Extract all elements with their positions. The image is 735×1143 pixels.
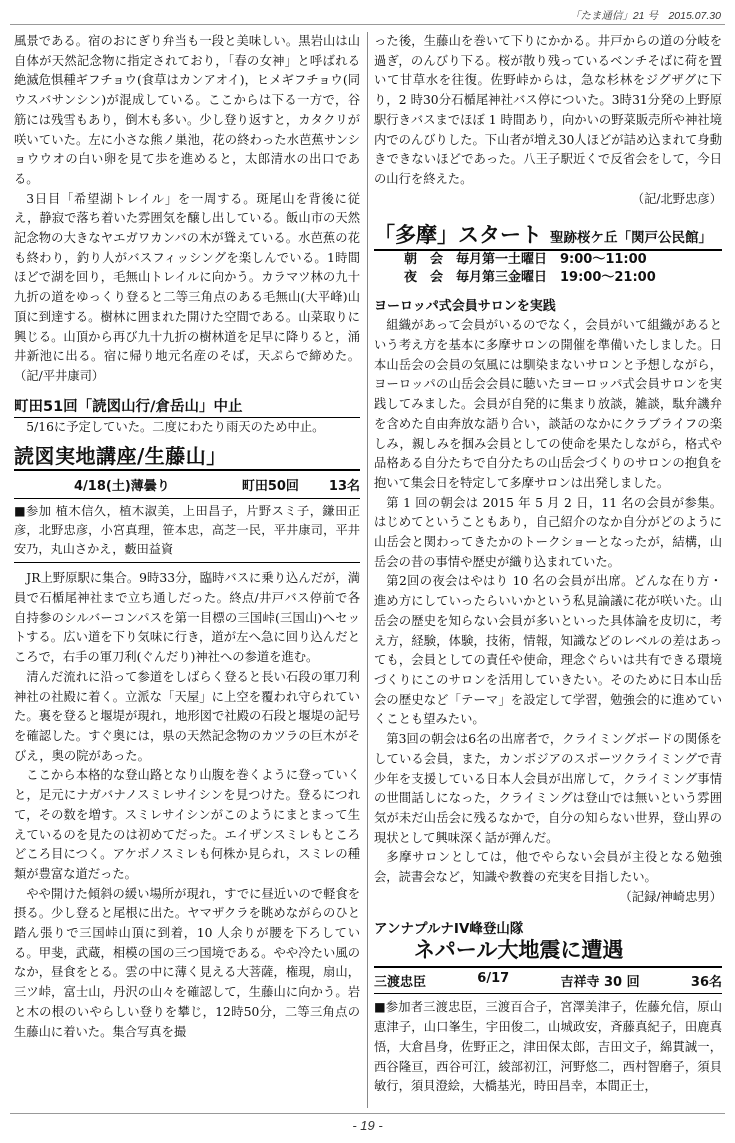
schedule-morning: 朝 会 毎月第一土曜日 9:00～11:00 <box>404 252 647 268</box>
course-date: 4/18(土)薄曇り <box>74 479 170 495</box>
salon-signature: （記録/神崎忠男） <box>619 889 722 904</box>
salon-paragraph-1: 組織があって会員がいるのでなく，会員がいて組織があるという考え方を基本に多摩サロンの開催を準備いたしました。日本山岳会の会員の気風には馴染まないサロンと予想しながら，ヨーロッパの山岳会会員に聴いたヨーロッパ式会員サロンを実践してみました。会員が自発的に集まり放談，雑談，駄弁譏弁を含めた自由奔放な語り合い，談話のなかにクラブライフの楽しみ，親しみを掴み会員としての使命を果たしながら，格式や品格ある自分たちで自分たちの山岳会づくりのサロンの抱負を抱いて集会日を特定して多摩サロンは出発しました。 <box>374 318 722 490</box>
annapurna-leader: 三渡忠臣 <box>374 975 427 991</box>
day3-paragraph: 3日目「希望湖トレイル」を一周する。斑尾山を背後に従え，静寂で落ち着いた雰囲気を醸し出している。飯山市の天然記念物の大きなヤエガワカンバの木が聳えている。水芭蕉の花も終わり，釣り人がバスフィッシングを楽しんでいる。1時間ほどで湖を回り，毛無山トレイルに向かう。カラマツ林の九十九折の道をゆっくり登ると二等三角点のある毛無山(大平峰)山頂に到達する。樹林に囲まれた開けた空間である。山菜取りに興じる。山頂から再び九十九折の樹林道を足早に降りると，涌井新池に出る。宿に帰り地元名産のそば，天ぷらで締めた。（記/平井康司） <box>14 191 360 383</box>
participants-box <box>14 498 360 563</box>
report-paragraph-4: やや開けた傾斜の緩い場所が現れ，すでに昼近いので軽食を摂る。少し登ると尾根に出た。ヤマザクラを眺めながらのひと踏ん張りで三国峠山頂に到着，10 人余りが腰を下ろしている。甲斐，武蔵，相模の国の三つ国境である。やや冷たい風のなか，昼食をとる。雲の中に薄く見える大菩薩，権現，扇山，三ツ峠，富士山，丹沢の山々を確認して，生藤山に向かう。岩と木の根のいやらしい登りを攀じ，12時50分，二等三角点の生藤山に着いた。集合写真を撮 <box>14 886 360 1039</box>
course-meta <box>14 475 360 494</box>
cancel-heading: 町田51回「読図山行/倉岳山」中止 <box>14 395 360 418</box>
tama-venue: 聖跡桜ケ丘「関戸公民館」 <box>550 230 712 247</box>
course-title: 読図実地講座/生藤山」 <box>14 443 360 471</box>
annapurna-meta <box>374 966 722 994</box>
column-divider <box>367 32 368 1108</box>
right-column <box>374 32 722 1110</box>
participants-list: ■参加 植木信久，植木淑美，上田昌子，片野スミ子，鎌田正彦，北野忠彦，小宮真理，笹本忠，高芝一民，平井康司，平井安乃，丸山さかえ，藪田益資 <box>14 504 360 557</box>
intro-paragraph: 風景である。宿のおにぎり弁当も一段と美味しい。黒岩山は山自体が天然記念物に指定されており，「春の女神」と呼ばれる絶滅危惧種ギフチョウ(食草はカンアオイ)，ヒメギフチョウ(同ウスバサンシン)が混成している。ここからは下る一方で，谷筋には残雪もあり，倒木も多い。少し登り返すと，カタクリが咲いていた。左に小さな熊ノ巣池，花の終わった水芭蕉サンショウウオの白い卵を見て歩を進めると，太郎清水の出口である。 <box>14 34 360 186</box>
course-count: 13名 <box>328 479 360 495</box>
annapurna-heading-line2: ネパール大地震に遭遇 <box>414 938 624 963</box>
report-paragraph-2: 清んだ流れに沿って参道をしばらく登ると長い石段の軍刀利神社の社殿に着く。立派な「天屋」に上空を覆われ守られていた。裏を登ると堰堤が現れ，地形図で社殿の石段と堰堤の記号を確認した。すぐ奥には，県の天然記念物のカツラの巨木がそびえ，奥の院があった。 <box>14 669 360 763</box>
salon-paragraph-4: 第3回の朝会は6名の出席者で，クライミングボードの関係をしている会員，また，カンボジアのスポーツクライミングで青少年を支援している日本人会員が出席して，クライミング事情の世間話しになった，クライミングは登山では無いという雰囲気が未だ山岳会に残るなかで，自分の知らない世界，登山界の現状として興味深く話が弾んだ。 <box>374 732 722 845</box>
cancel-text: 5/16に予定していた。二度にわたり雨天のため中止。 <box>26 419 325 434</box>
footer-rule <box>10 1113 725 1114</box>
salon-heading: ヨーロッパ式会員サロンを実践 <box>374 299 556 315</box>
tama-title: 「多摩」スタート <box>374 223 542 248</box>
report-paragraph-1: JR上野原駅に集合。9時33分，臨時バスに乗り込んだが，満員で石楯尾神社まで立ち通しだった。終点/井戸バス停前で各自持参のシルバーコンパスを第一目標の三国峠(三国山)へセットする。広い道を下り気味に行き，道が左へ急に回り込んだところで，右手の軍刀利(ぐんだり)神社への参道を進む。 <box>14 571 360 665</box>
course-id: 町田50回 <box>241 479 299 495</box>
left-column <box>14 32 360 1110</box>
header-rule <box>10 24 725 25</box>
tama-heading <box>374 219 722 251</box>
annapurna-heading-line1: アンナプルナIV峰登山隊 <box>374 921 524 938</box>
salon-paragraph-2: 第 1 回の朝会は 2015 年 5 月 2 日，11 名の会員が参集。はじめてということもあり，自己紹介のなか自分がどのように山岳会と関わってきたかのトークショーとなったが，結構，山岳会の昔の事情や歴史が織り込まれていた。 <box>374 495 722 569</box>
page-number: - 19 - <box>352 1118 383 1133</box>
salon-paragraph-3: 第2回の夜会はやはり 10 名の会員が出席。どんな在り方・進め方にしていったらいいかという私見論議に花が咲いた。山岳会の歴史を知らない会員が多いといった具体論を皮切に，考え方，経験，体験，技術，情報，知識などのレベルの差はあっても，会員としての責任や使命，理念ぐらいは共有できる環境づくりにこのサロンを活用していきたい。そのために日本山岳会の歴史など「テーマ」を設定して学習，勉強会的に進めていくことも望みたい。 <box>374 574 722 727</box>
report-paragraph-3: ここから本格的な登山路となり山腹を巻くように登っていくと，足元にナガバナノスミレサイシンを見つけた。登るにつれて，その数を増す。スミレサイシンがこのようにまとまって生えているのを見たのは初めてだった。エイザンスミレもところどころ目につく。アケボノスミレも何株か見られ，スミレの種類が豊富な道だった。 <box>14 768 360 881</box>
schedule-night: 夜 会 毎月第三金曜日 19:00～21:00 <box>404 270 656 286</box>
continued-paragraph: った後，生藤山を巻いて下りにかかる。井戸からの道の分岐を過ぎ，のんびり下る。桜が散り残っているベンチそばに荷を置いて甘草水を往復。佐野峠からは，急な杉林をジグザグに下り，2 時30分石楯尾神社バス停についた。3時31分発の上野原駅行きバスまでほぼ 1 時間あり，向かいの野菜販売所や神社境内でのんびりした。下山者が増え30人ほどが詰め込まれて身動きできないほどであった。八王子駅近くで反省会をして，今日の山行を終えた。 <box>374 34 722 186</box>
page-header: 「たま通信」21 号 2015.07.30 <box>569 10 721 22</box>
annapurna-place: 吉祥寺 30 回 <box>560 975 640 991</box>
annapurna-participants: ■参加者三渡忠臣，三渡百合子，宮澤美津子，佐藤允信，原山恵津子，山口峯生，宇田俊二，山城政安，斉藤真紀子，田鹿真悟，大倉昌身，佐野正之，津田保太郎，吉田文子，綿貫誠一，西谷隆亘，西谷可江，綾部初江，河野悠二，西村智磨子，須貝敏行，須貝澄絵，大橋基光，時田昌幸，本間正士， <box>374 1000 722 1094</box>
annapurna-count: 36名 <box>690 975 722 991</box>
salon-paragraph-5: 多摩サロンとしては，他でやらない会員が主役となる勉強会，読書会など，知識や教養の充実を目指したい。 <box>374 850 722 885</box>
continued-signature: （記/北野忠彦） <box>631 191 722 206</box>
annapurna-date: 6/17 <box>477 971 510 987</box>
